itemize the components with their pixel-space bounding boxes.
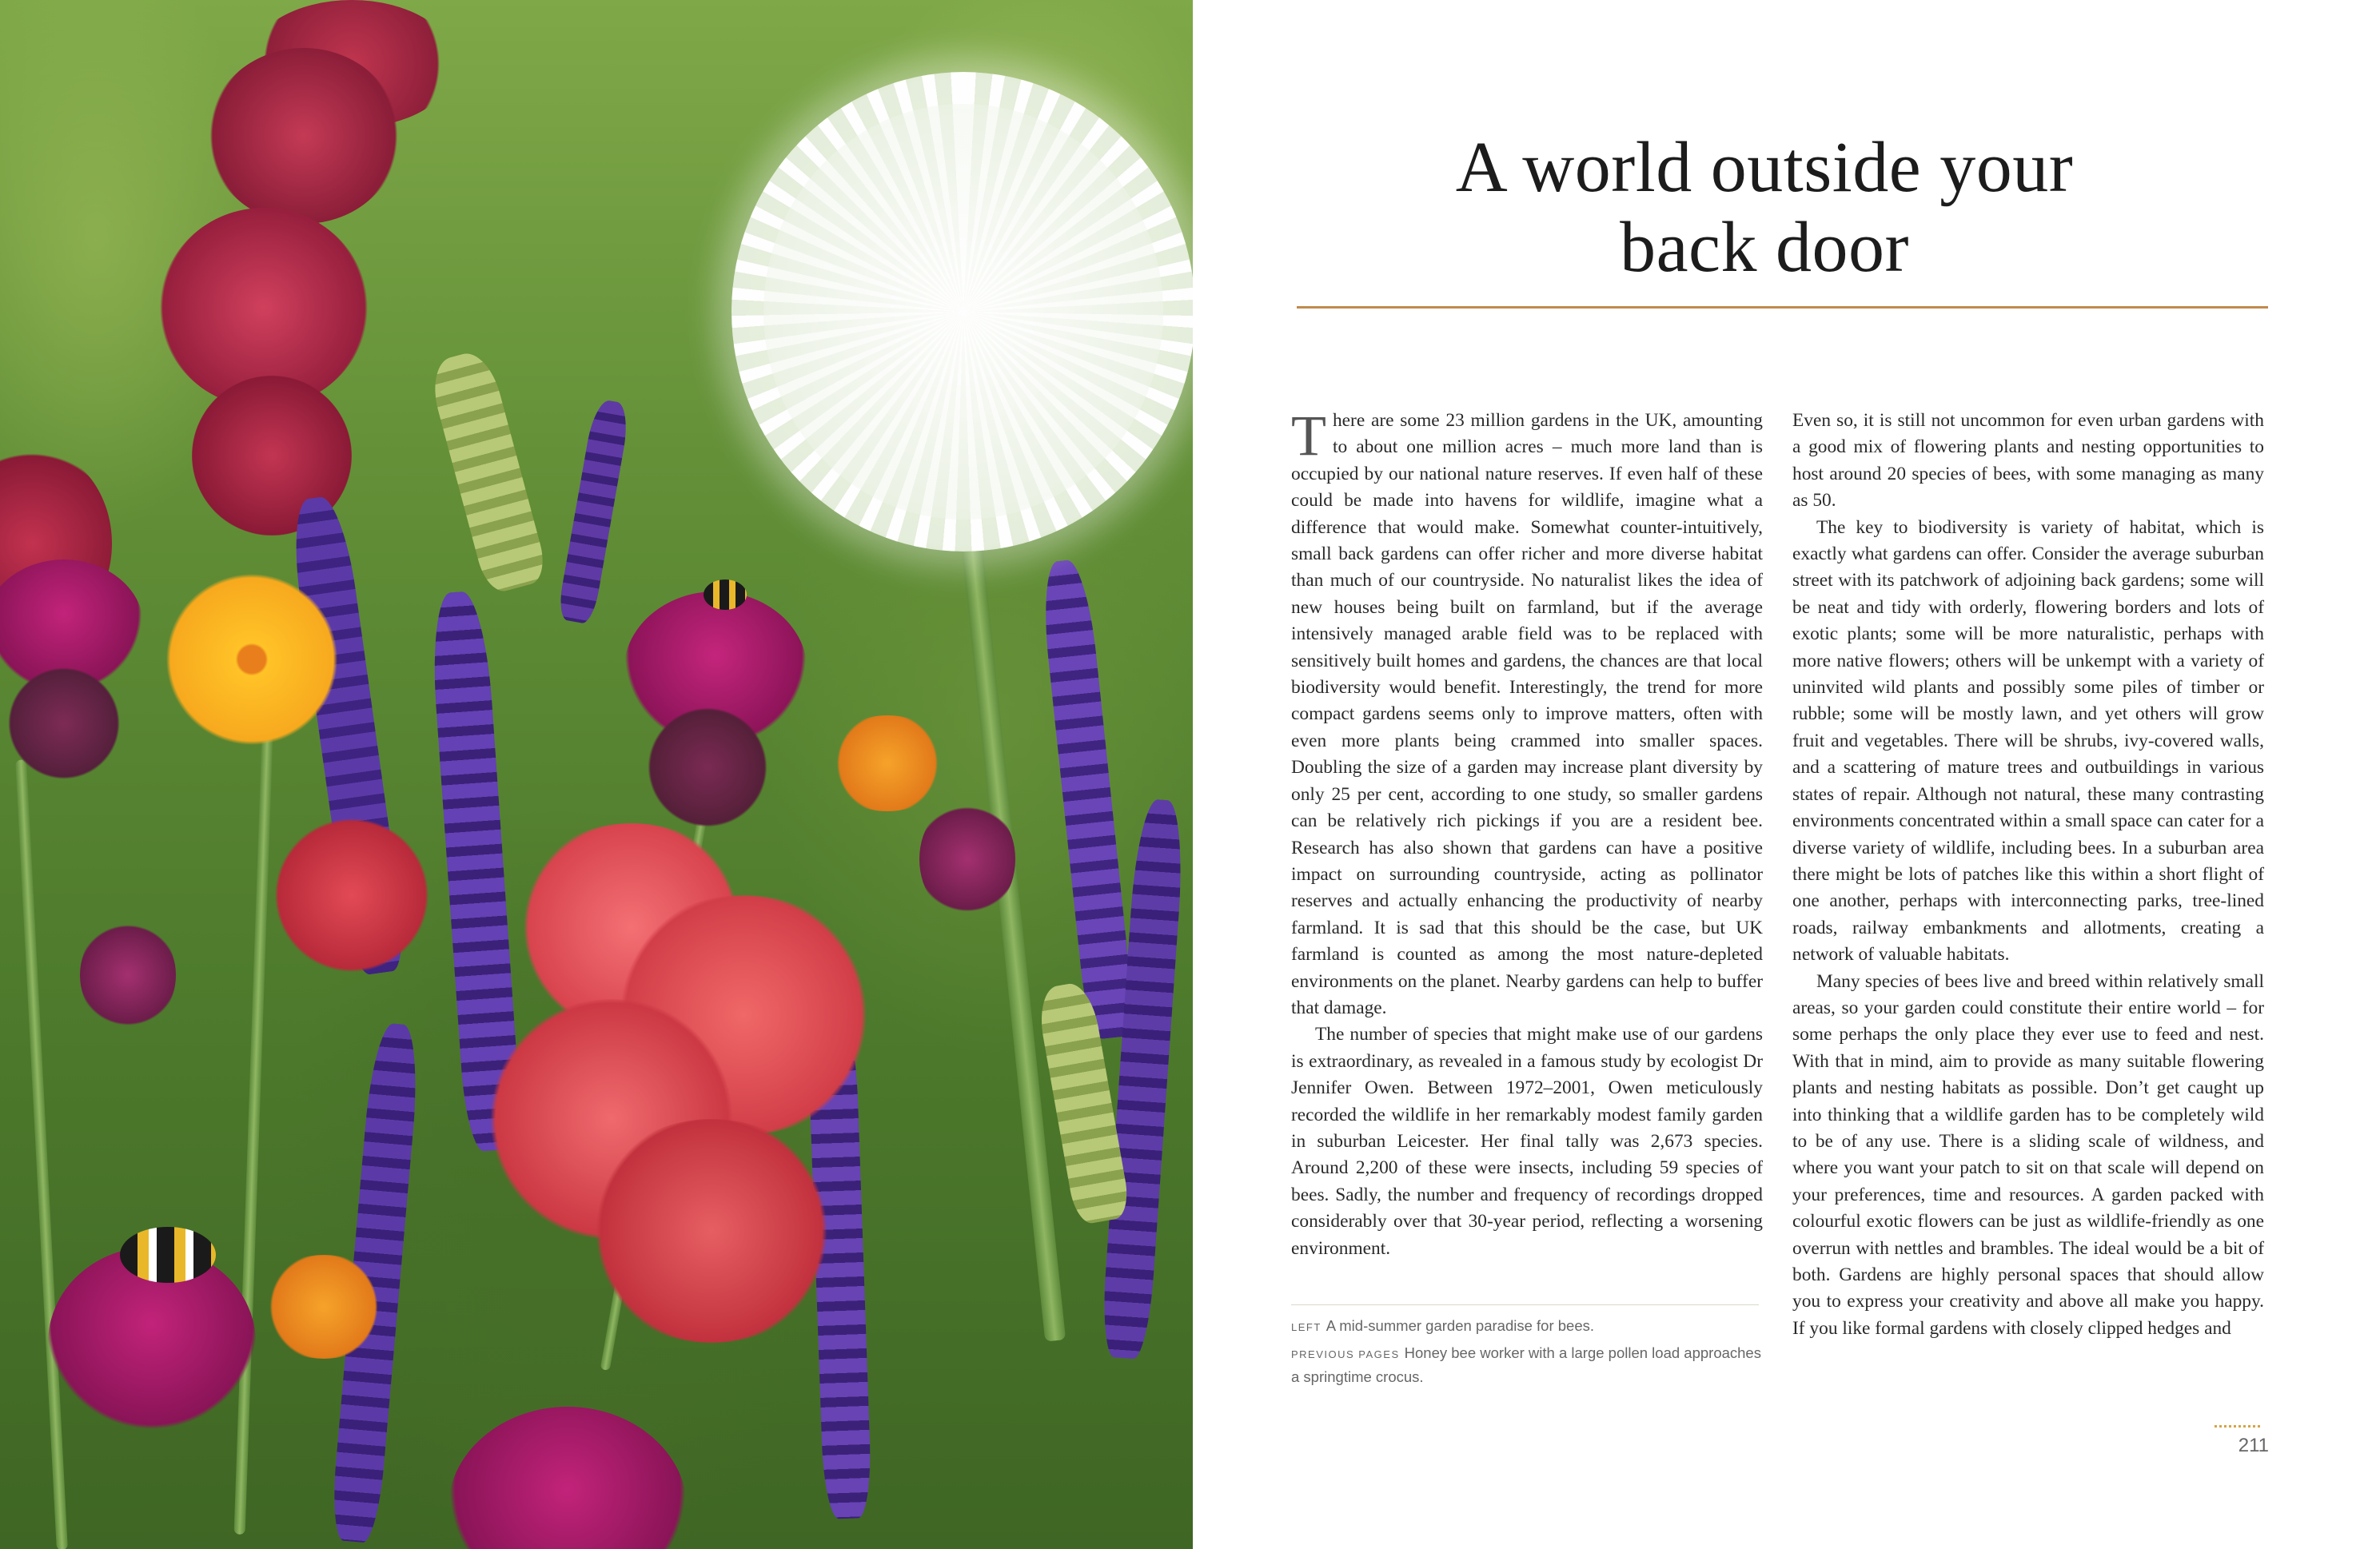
thistle-bud xyxy=(80,919,176,1031)
coral-flower xyxy=(584,1119,839,1343)
geum-flower xyxy=(823,715,951,811)
title-underline xyxy=(1297,306,2268,309)
coral-flower xyxy=(272,815,432,975)
salvia-spike xyxy=(556,398,632,625)
thistle-bud xyxy=(648,703,767,831)
verbascum-flower xyxy=(208,48,400,224)
thistle-stem xyxy=(15,759,68,1549)
photo-captions xyxy=(1291,1315,1763,1392)
paragraph-text: here are some 23 million gardens in the UK, amounting to about one million acres – much more land than is occupied by our national nature reserves. If even half of these could be made into havens for wildlife, imagine what a difference that would make. Somewhat counter-intuitively, small back gardens can offer richer and more diverse habitat than much of our countryside. No naturalist likes the idea of new houses being built on farmland, but if the average intensively managed arable field was to be replaced with sensitively built homes and gardens, the chances are that local biodiversity would benefit. Interestingly, the trend for more compact gardens seems only to improve matters, often with even more plants being crammed into smaller spaces. Doubling the size of a garden may increase plant diversity by only 25 per cent, according to one study, so smaller gardens can be relatively rich pickings if you are a resident bee. Research has also shown that gardens can have a positive impact on surrounding countryside, acting as pollinator reserves and actually enhancing the productivity of nearby farmland. It is sad that this should be the case, but UK farmland is counted as among the most nature-depleted environments on the planet. Nearby gardens can help to buffer that damage. xyxy=(1291,410,1763,1018)
caption-text: Honey bee worker with a large pollen load approaches a springtime crocus. xyxy=(1291,1344,1761,1385)
page-number: 211 xyxy=(2238,1435,2269,1456)
body-paragraph: The number of species that might make use of our gardens is extraordinary, as revealed in a famous study by ecologist Dr Jennifer Owen. Between 1972–2001, Owen meticulously recorded the wildlife in her remarkably modest family garden in suburban Leicester. Her final tally was 2,673 species. Around 2,200 of these were insects, including 59 species of bees. Sadly, the number and frequency of recordings dropped considerably over that 30-year period, reflecting a worsening environment. xyxy=(1291,1024,1763,1259)
thistle-bud xyxy=(8,663,120,783)
caption-label: LEFT xyxy=(1291,1321,1322,1333)
drop-cap: T xyxy=(1291,404,1326,468)
bumblebee xyxy=(704,579,747,610)
caption-left xyxy=(1291,1315,1763,1339)
bumblebee xyxy=(120,1227,216,1283)
body-column-1 xyxy=(1291,404,1763,1262)
title-line-2: back door xyxy=(1620,208,1909,287)
body-column-2 xyxy=(1792,408,2264,1342)
folio-dots xyxy=(2215,1425,2262,1428)
body-paragraph: Even so, it is still not uncommon for even urban gardens with a good mix of flowering plants and nesting opportunities to host around 20 species of bees, with some managing as many as 50. xyxy=(1792,410,2264,512)
text-page xyxy=(1193,0,2380,1549)
page-title xyxy=(1297,128,2232,288)
salvia-spike xyxy=(1039,559,1136,1041)
body-paragraph: The key to biodiversity is variety of habitat, which is exactly what gardens can offer. Consider the average suburban street with its patchwork of adjoining back gardens; some will be neat and tidy with orderly, flowering borders and lots of exotic plants; some will be more naturalistic, perhaps with more native flowers; others will be unkempt with a variety of uninvited wild plants and possibly some piles of timber or rubble; some will be mostly lawn, and yet others will grow fruit and vegetables. There will be shrubs, ivy-covered walls, and a scattering of mature trees and outbuildings in various states of repair. Although not natural, these many contrasting environments concentrated within a small space can cater for a diverse variety of wildlife, including bees. In a suburban area there might be lots of patches like this within a short flight of one another, perhaps with interconnecting parks, tree-lined roads, railway embankments and allotments, creating a network of valuable habitats. xyxy=(1792,516,2264,966)
title-line-1: A world outside your xyxy=(1455,128,2074,207)
thistle-flower xyxy=(448,1407,688,1549)
thistle-bud xyxy=(919,799,1015,919)
geum-flower xyxy=(256,1255,392,1359)
white-allium-flower xyxy=(732,72,1193,552)
bud-spike xyxy=(426,348,550,595)
body-paragraph: Many species of bees live and breed within relatively small areas, so your garden could constitute their entire world – for some perhaps the only place they ever use to feed and nest. With that in mind, aim to provide as many suitable flowering plants and nesting habitats as possible. Don’t get caught up into thinking that a wildlife garden has to be completely wild to be of any use. There is a sliding scale of wildness, and where you want your patch to sit on that scale will depend on your preferences, time and resources. A garden packed with colourful exotic flowers can be just as wildlife-friendly as one overrun with nettles and brambles. The ideal would be a bit of both. Gardens are highly personal spaces that should allow you to express your creativity and above all make you happy. If you like formal gardens with closely clipped hedges and xyxy=(1792,970,2264,1339)
caption-divider xyxy=(1291,1304,1759,1305)
body-paragraph xyxy=(1291,404,1763,1021)
geum-flower xyxy=(152,567,352,751)
caption-previous-pages xyxy=(1291,1342,1763,1388)
caption-label: PREVIOUS PAGES xyxy=(1291,1348,1400,1360)
geum-stem xyxy=(234,735,273,1535)
caption-text: A mid-summer garden paradise for bees. xyxy=(1326,1317,1595,1334)
